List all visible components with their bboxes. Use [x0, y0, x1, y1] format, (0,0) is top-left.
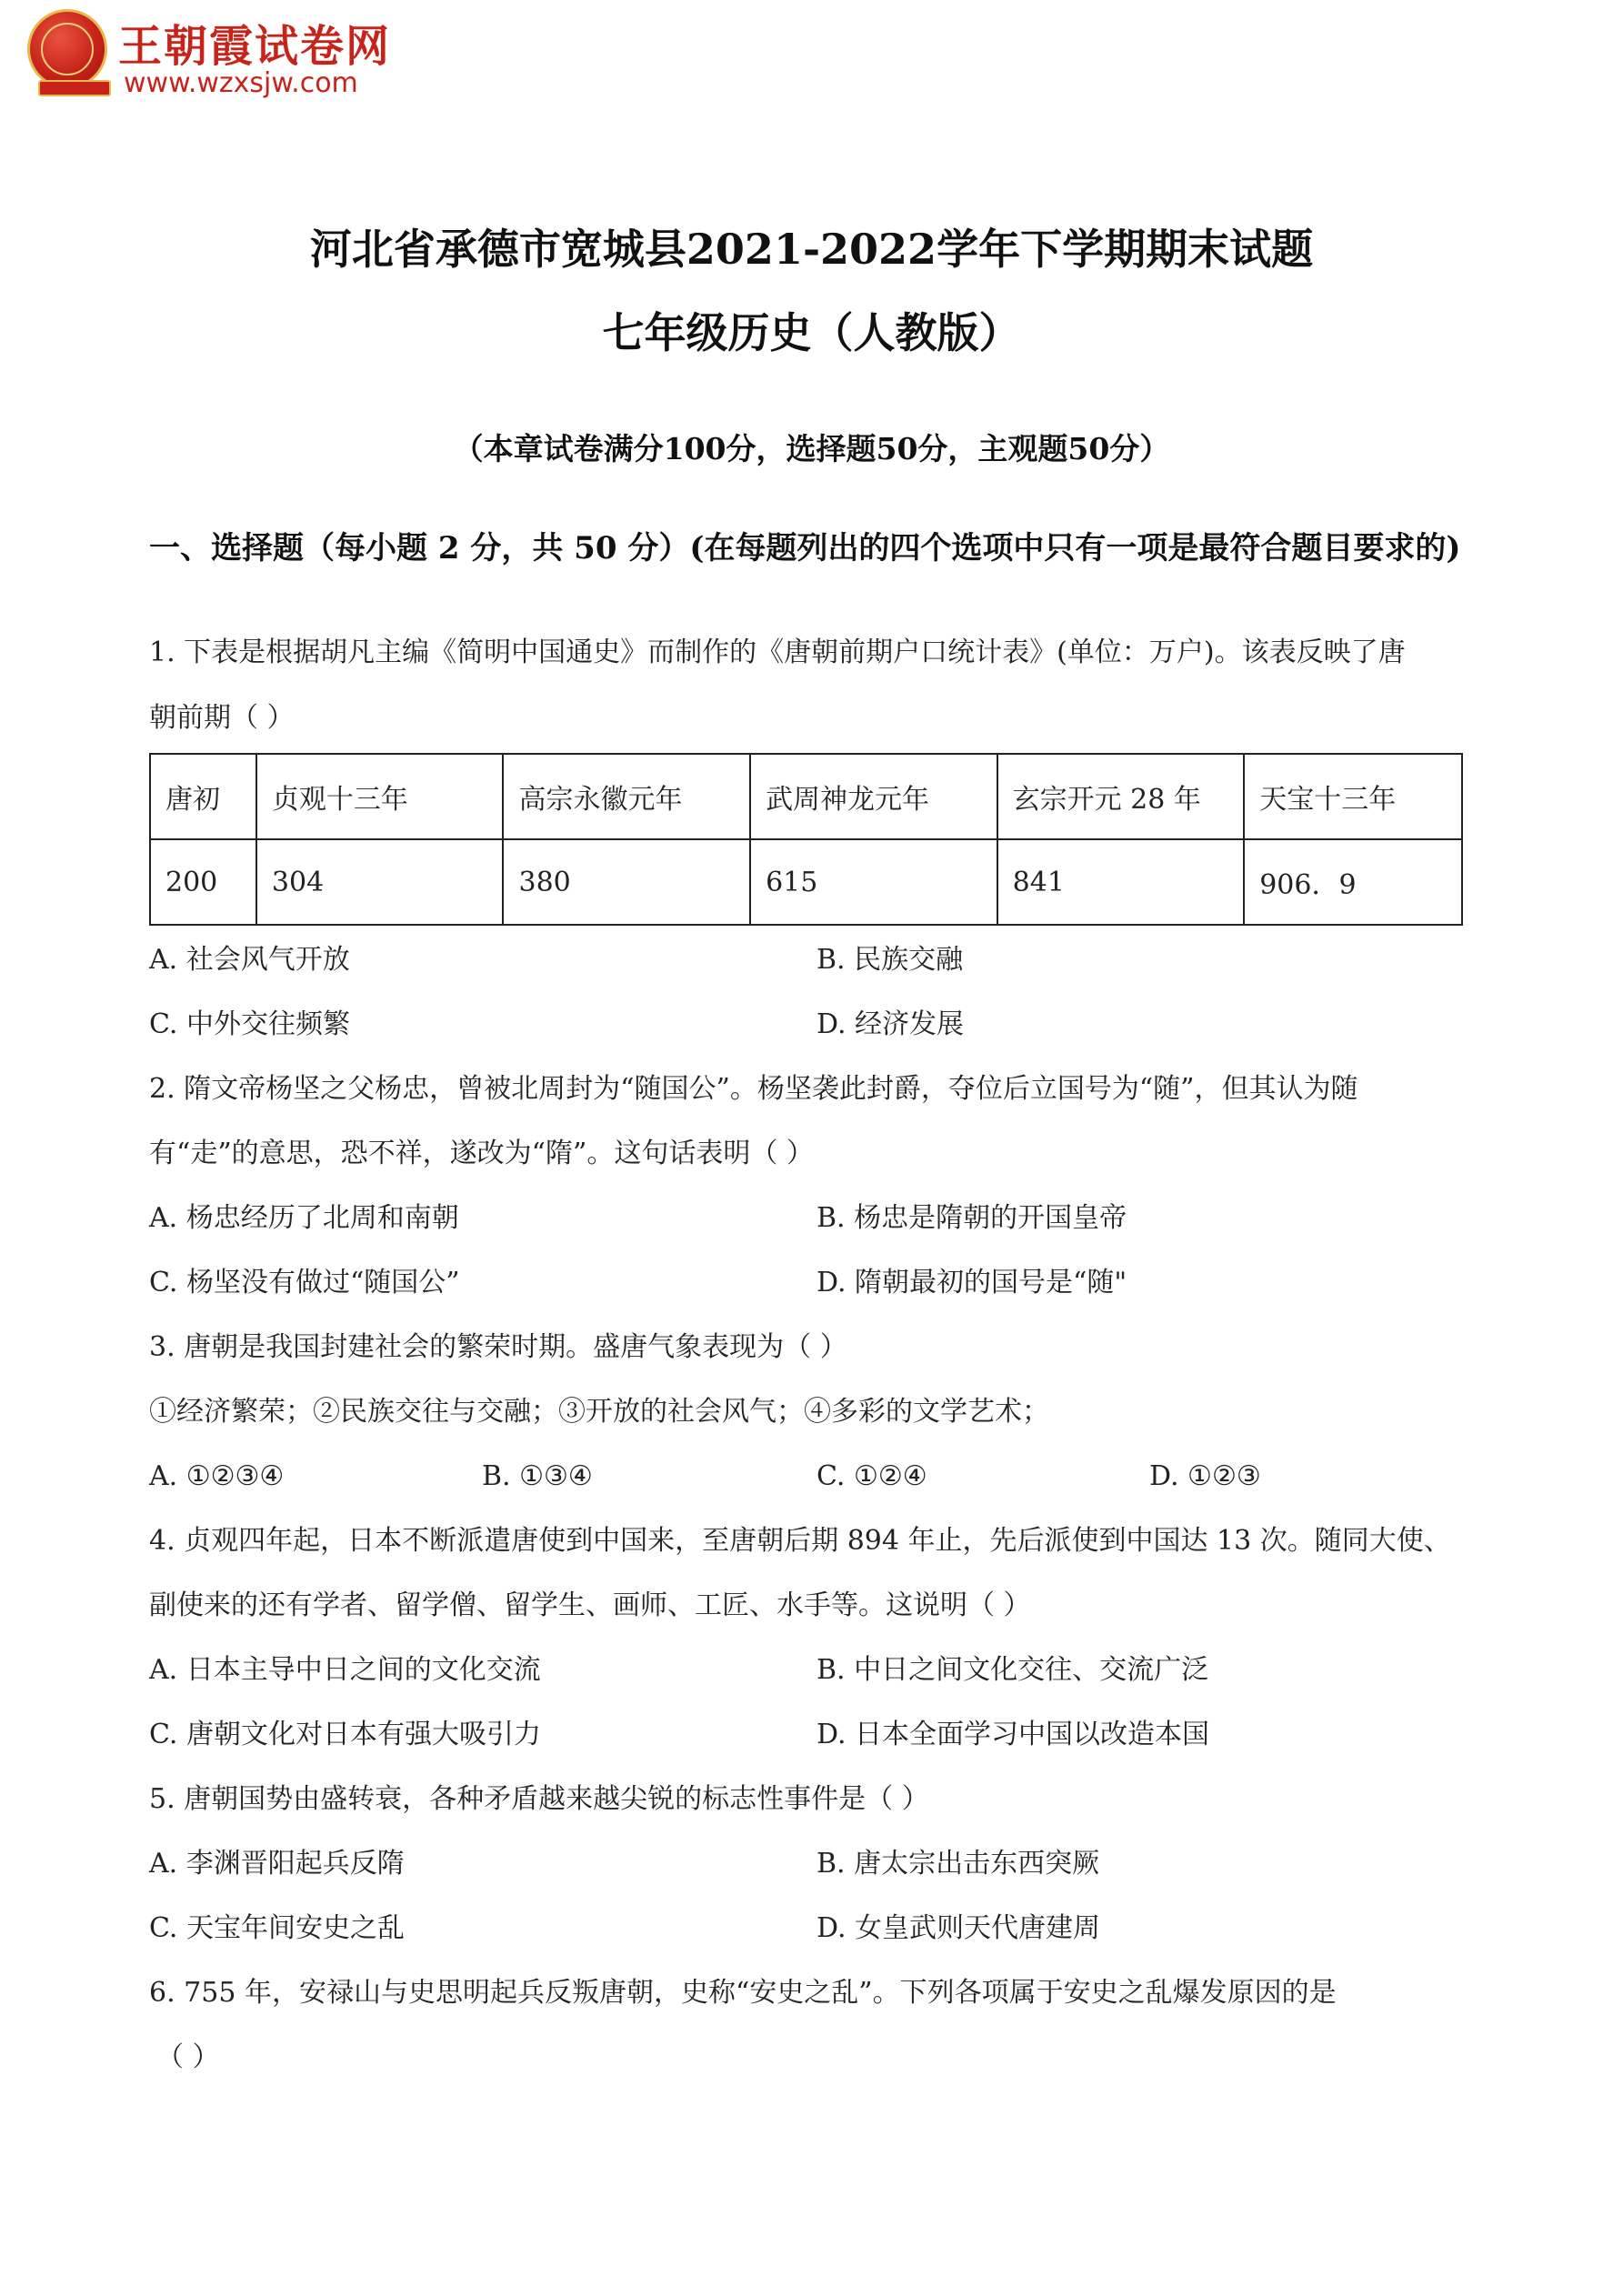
- q3-option-b: B. ①③④: [482, 1460, 593, 1492]
- q2-option-d: D. 隋朝最初的国号是“随": [817, 1267, 1127, 1298]
- q5-stem-line1: 5. 唐朝国势由盛转衰，各种矛盾越来越尖锐的标志性事件是（ ）: [149, 1783, 929, 1815]
- q3-option-a: A. ①②③④: [149, 1460, 285, 1492]
- q4-stem-line1: 4. 贞观四年起，日本不断派遣唐使到中国来，至唐朝后期 894 年止，先后派使到中国达 13 次。随同大使、: [149, 1525, 1451, 1557]
- q2-stem-line1: 2. 隋文帝杨坚之父杨忠，曾被北周封为“随国公”。杨坚袭此封爵，夺位后立国号为“随”，但其认为随: [149, 1073, 1358, 1105]
- brand-url: www.wzxsjw.com: [124, 67, 358, 99]
- q1-stem-line2: 朝前期（ ）: [149, 702, 295, 734]
- table-cell: 高宗永徽元年: [503, 754, 750, 839]
- paper-subtitle: 七年级历史（人教版）: [602, 308, 1021, 357]
- q5-option-a: A. 李渊晋阳起兵反隋: [149, 1848, 405, 1880]
- q4-option-d: D. 日本全面学习中国以改造本国: [817, 1719, 1210, 1750]
- table-cell: 906．9: [1244, 839, 1462, 925]
- section-heading: 一、选择题（每小题 2 分，共 50 分）(在每题列出的四个选项中只有一项是最符合题目要求的): [149, 530, 1461, 566]
- q2-option-c: C. 杨坚没有做过“随国公”: [149, 1267, 460, 1298]
- q2-option-b: B. 杨忠是隋朝的开国皇帝: [817, 1202, 1127, 1234]
- table-cell: 841: [997, 839, 1245, 925]
- q4-stem-line2: 副使来的还有学者、留学僧、留学生、画师、工匠、水手等。这说明（ ）: [149, 1589, 1031, 1621]
- paper-title: 河北省承德市宽城县2021-2022学年下学期期末试题: [309, 225, 1314, 274]
- q3-option-d: D. ①②③: [1149, 1460, 1261, 1492]
- table-cell: 唐初: [150, 754, 256, 839]
- q1-option-c: C. 中外交往频繁: [149, 1008, 350, 1040]
- q5-option-c: C. 天宝年间安史之乱: [149, 1912, 405, 1944]
- table-cell: 贞观十三年: [256, 754, 504, 839]
- table-cell: 304: [256, 839, 504, 925]
- q3-stem-line2: ①经济繁荣；②民族交往与交融；③开放的社会风气；④多彩的文学艺术；: [149, 1396, 1049, 1428]
- q4-option-a: A. 日本主导中日之间的文化交流: [149, 1654, 541, 1686]
- seal-emblem-icon: [27, 9, 107, 89]
- table-cell: 615: [750, 839, 997, 925]
- q4-option-b: B. 中日之间文化交往、交流广泛: [817, 1654, 1209, 1686]
- q4-option-c: C. 唐朝文化对日本有强大吸引力: [149, 1719, 541, 1750]
- q6-stem-line1: 6. 755 年，安禄山与史思明起兵反叛唐朝，史称“安史之乱”。下列各项属于安史之乱爆发原因的是: [149, 1977, 1337, 2009]
- q1-household-table: [149, 753, 1463, 926]
- q1-option-b: B. 民族交融: [817, 944, 964, 976]
- table-cell: 200: [150, 839, 256, 925]
- q2-option-a: A. 杨忠经历了北周和南朝: [149, 1202, 459, 1234]
- table-cell: 天宝十三年: [1244, 754, 1462, 839]
- q3-option-c: C. ①②④: [817, 1460, 927, 1492]
- table-cell: 玄宗开元 28 年: [997, 754, 1245, 839]
- q5-option-b: B. 唐太宗出击东西突厥: [817, 1848, 1100, 1880]
- table-cell: 武周神龙元年: [750, 754, 997, 839]
- table-row: [150, 839, 1462, 925]
- table-header-row: [150, 754, 1462, 839]
- q2-stem-line2: 有“走”的意思，恐不祥，遂改为“隋”。这句话表明（ ）: [149, 1138, 814, 1169]
- q1-option-a: A. 社会风气开放: [149, 944, 350, 976]
- q5-option-d: D. 女皇武则天代唐建周: [817, 1912, 1101, 1944]
- q1-stem-line1: 1. 下表是根据胡凡主编《简明中国通史》而制作的《唐朝前期户口统计表》(单位：万户)。该表反映了唐: [149, 637, 1406, 668]
- q6-stem-line2: （ ）: [156, 2041, 220, 2073]
- score-note: （本章试卷满分100分，选择题50分，主观题50分）: [453, 431, 1170, 466]
- brand-name: 王朝霞试卷网: [118, 21, 392, 72]
- brand-logo: [27, 9, 409, 109]
- q1-option-d: D. 经济发展: [817, 1008, 965, 1040]
- seal-ribbon-icon: [38, 80, 111, 96]
- table-cell: 380: [503, 839, 750, 925]
- q3-stem-line1: 3. 唐朝是我国封建社会的繁荣时期。盛唐气象表现为（ ）: [149, 1331, 847, 1363]
